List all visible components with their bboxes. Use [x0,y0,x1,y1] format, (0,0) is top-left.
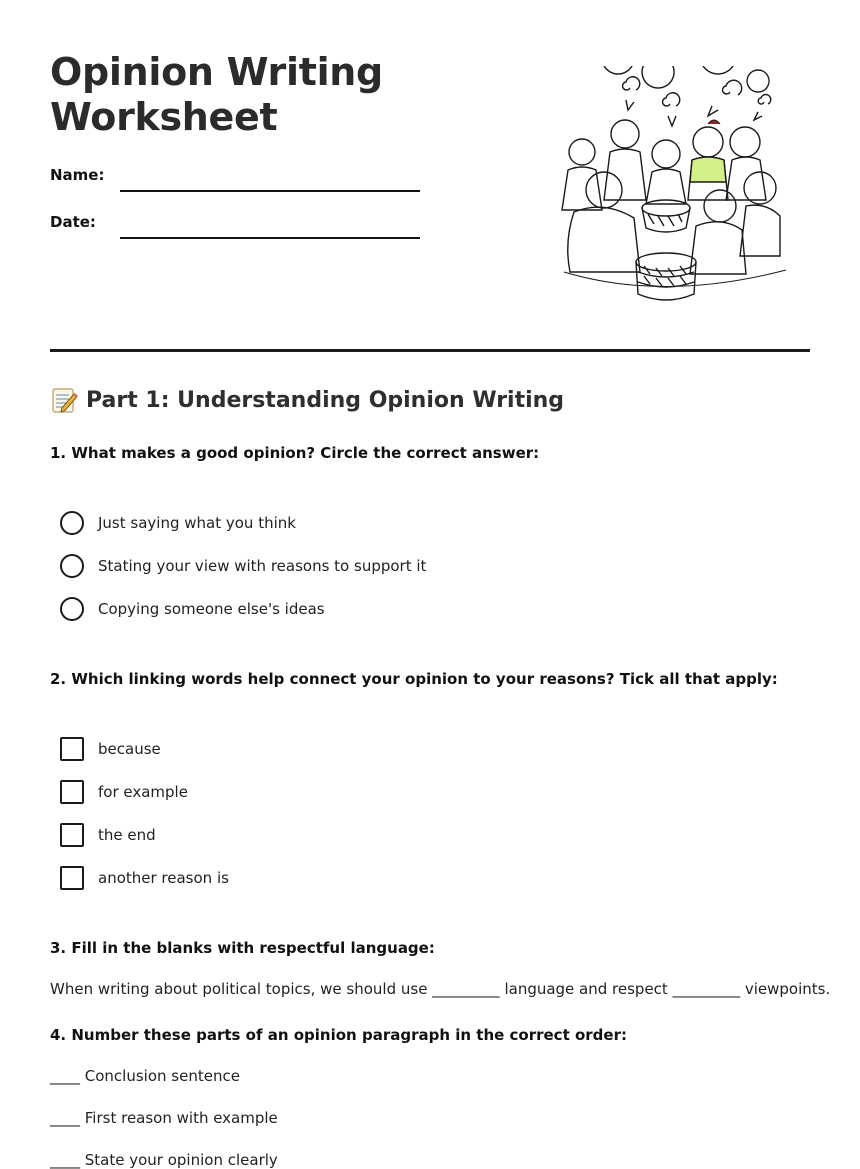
section-title-text: Part 1: Understanding Opinion Writing [86,387,565,413]
title-line-1: Opinion Writing [50,50,383,94]
title-line-2: Worksheet [50,95,278,139]
memo-icon [50,386,78,414]
q2-option[interactable] [60,780,188,804]
question-3: 3. Fill in the blanks with respectful language: [50,939,435,957]
date-field[interactable] [50,213,420,231]
q2-option[interactable] [60,823,156,847]
section-title-part-1 [50,386,564,414]
q2-option[interactable] [60,737,161,761]
page-title [50,50,430,140]
q1-option[interactable] [60,554,426,578]
option-label: the end [98,826,156,844]
date-input-line[interactable] [120,237,420,239]
checkbox[interactable] [60,737,84,761]
name-input-line[interactable] [120,190,420,192]
speech-bubble-icon [747,70,771,120]
checkbox[interactable] [60,780,84,804]
option-label: Copying someone else's ideas [98,600,325,618]
option-label: another reason is [98,869,229,887]
name-field[interactable] [50,166,420,184]
option-label: Just saying what you think [98,514,296,532]
name-label: Name: [50,166,105,184]
radio-circle[interactable] [60,511,84,535]
radio-circle[interactable] [60,597,84,621]
option-label: Stating your view with reasons to support it [98,557,427,575]
ordering-item[interactable]: ____ Conclusion sentence [50,1067,240,1085]
question-1: 1. What makes a good opinion? Circle the correct answer: [50,444,540,462]
speech-bubble-icon [642,66,680,126]
q1-option[interactable] [60,597,325,621]
worksheet-header [50,0,810,352]
q1-option[interactable] [60,511,296,535]
ordering-item[interactable]: ____ State your opinion clearly [50,1151,278,1169]
worksheet-page [50,0,831,1169]
question-2: 2. Which linking words help connect your opinion to your reasons? Tick all that apply: [50,670,778,688]
ordering-item[interactable]: ____ First reason with example [50,1109,278,1127]
checkbox[interactable] [60,866,84,890]
radio-circle[interactable] [60,554,84,578]
option-label: because [98,740,161,758]
children-circle-illustration [560,66,790,314]
q2-option[interactable] [60,866,229,890]
date-label: Date: [50,213,96,231]
option-label: for example [98,783,188,801]
checkbox[interactable] [60,823,84,847]
speech-bubble-icon [602,66,640,110]
question-4: 4. Number these parts of an opinion paragraph in the correct order: [50,1026,627,1044]
speech-bubble-icon [700,66,742,116]
fill-in-sentence[interactable]: When writing about political topics, we should use _________ language and respect _________ viewpoints. [50,980,831,998]
